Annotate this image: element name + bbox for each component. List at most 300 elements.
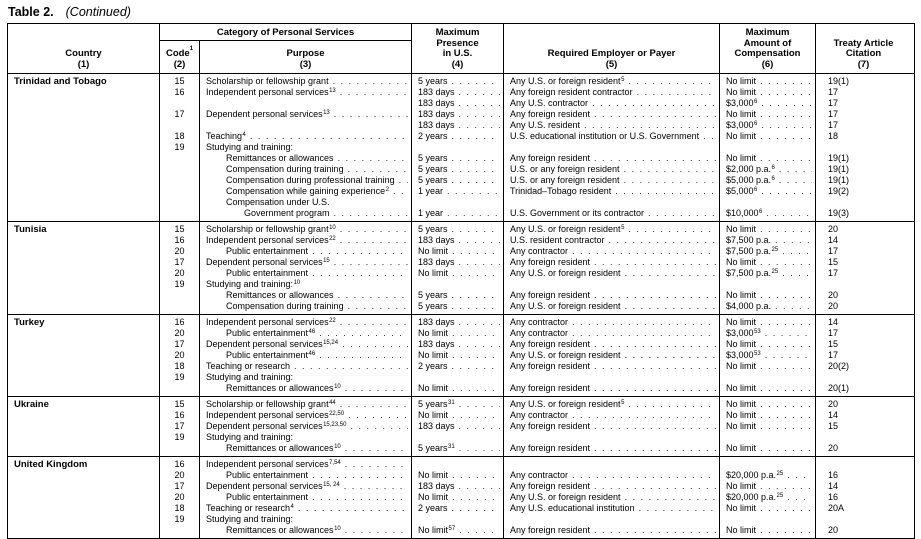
employer-cell: Any U.S. educational institution . . .: [504, 503, 719, 514]
citation-cell: 15: [828, 421, 839, 431]
code-cell: 17: [174, 421, 185, 431]
employer-cell: Any foreign resident . . .: [504, 443, 719, 454]
dot-leader: [760, 290, 812, 301]
dot-leader: [334, 257, 408, 268]
presence-cell: No limit . . .: [412, 246, 503, 257]
purpose-cell: Remittances or allowances $^{10}$ . . .: [200, 443, 411, 454]
citation-cell: 19(1): [828, 164, 850, 174]
employer-cell: U.S. or any foreign resident . . .: [504, 164, 719, 175]
country-name: Trinidad and Tobago: [14, 76, 107, 87]
employer-cell: Any foreign resident . . .: [504, 481, 719, 492]
dot-leader: [459, 317, 500, 328]
citation-cell: 19(1): [828, 175, 850, 185]
dot-leader: [294, 361, 408, 372]
purpose-column: [200, 457, 412, 538]
country-column: [8, 222, 160, 314]
dot-leader: [459, 399, 500, 410]
citation-cell: [816, 372, 911, 383]
dot-leader: [584, 120, 716, 131]
dot-leader: [452, 383, 500, 394]
amount-cell: No limit . . .: [720, 317, 815, 328]
code-column: [160, 397, 200, 456]
header-citation: Treaty Article Citation (7): [833, 37, 894, 70]
employer-cell: Any contractor . . .: [504, 317, 719, 328]
dot-leader: [348, 164, 408, 175]
dot-leader: [594, 361, 716, 372]
employer-cell: Any U.S. or foreign resident $^5$ . . .: [504, 399, 719, 410]
code-cell: 16: [174, 459, 185, 469]
dot-leader: [760, 109, 812, 120]
amount-cell: $20,000 p.a. $^{25}$ . . .: [720, 492, 815, 503]
presence-cell: 183 days . . .: [412, 120, 503, 131]
dot-leader: [765, 328, 812, 339]
code-cell: [160, 153, 199, 164]
amount-cell: $10,000 $^6$ . . .: [720, 208, 815, 219]
dot-leader: [615, 186, 716, 197]
dot-leader: [594, 109, 716, 120]
amount-cell: No limit . . .: [720, 224, 815, 235]
dot-leader: [459, 109, 500, 120]
citation-cell: 20: [828, 290, 839, 300]
purpose-cell: Public entertainment . . .: [200, 470, 411, 481]
country-name: United Kingdom: [14, 459, 88, 470]
employer-cell: [504, 279, 719, 290]
amount-footnote: 6: [754, 99, 758, 105]
dot-leader: [787, 492, 812, 503]
dot-leader: [340, 399, 408, 410]
header-presence: Maximum Presence in U.S. (4): [412, 24, 504, 73]
presence-column: [412, 74, 504, 221]
presence-cell: 5 years . . .: [412, 301, 503, 312]
amount-footnote: 6: [771, 176, 775, 182]
amount-cell: $20,000 p.a. $^{25}$ . . .: [720, 470, 815, 481]
dot-leader: [761, 98, 812, 109]
header-code-footnote: 1: [189, 45, 194, 52]
code-column: [160, 222, 200, 314]
dot-leader: [452, 268, 500, 279]
citation-cell: 14: [828, 235, 839, 245]
citation-cell: 19(2): [828, 186, 850, 196]
citation-cell: 20A: [828, 503, 845, 513]
dot-leader: [459, 443, 500, 454]
amount-cell: [720, 279, 815, 290]
code-cell: 20: [174, 268, 185, 278]
citation-cell: 14: [828, 481, 839, 491]
presence-cell: 183 days . . .: [412, 257, 503, 268]
amount-cell: No limit . . .: [720, 410, 815, 421]
country-section: [8, 457, 914, 538]
code-cell: 20: [174, 470, 185, 480]
code-cell: 20: [174, 246, 185, 256]
purpose-cell: Remittances or allowances . . .: [200, 290, 411, 301]
dot-leader: [765, 350, 812, 361]
dot-leader: [459, 339, 500, 350]
purpose-footnote: 15,23,50: [323, 422, 347, 428]
presence-cell: [412, 279, 503, 290]
amount-column: [720, 222, 816, 314]
code-cell: 17: [174, 481, 185, 491]
presence-cell: 5 years . . .: [412, 224, 503, 235]
purpose-cell: Scholarship or fellowship grant . . .: [200, 76, 411, 87]
amount-cell: $3,000 $^6$ . . .: [720, 98, 815, 109]
citation-column: [816, 457, 911, 538]
dot-leader: [594, 421, 716, 432]
purpose-cell: Public entertainment $^{46}$ . . .: [200, 328, 411, 339]
purpose-cell: Government program . . .: [200, 208, 411, 219]
code-cell: 18: [174, 131, 185, 141]
purpose-footnote: 15, 24: [323, 482, 340, 488]
presence-cell: No limit . . .: [412, 350, 503, 361]
amount-cell: No limit . . .: [720, 131, 815, 142]
dot-leader: [572, 246, 716, 257]
presence-cell: [412, 514, 503, 525]
purpose-cell: Remittances or allowances . . .: [200, 153, 411, 164]
code-cell: [160, 208, 199, 219]
amount-cell: No limit . . .: [720, 339, 815, 350]
dot-leader: [594, 481, 716, 492]
dot-leader: [344, 481, 408, 492]
code-cell: [160, 443, 199, 454]
purpose-cell: Public entertainment . . .: [200, 268, 411, 279]
code-cell: [160, 197, 199, 208]
code-cell: 16: [174, 410, 185, 420]
amount-cell: $2,000 p.a. $^6$ . . .: [720, 164, 815, 175]
dot-leader: [594, 525, 716, 536]
purpose-cell: Scholarship or fellowship grant $^{44}$ . . .: [200, 399, 411, 410]
employer-cell: Any contractor . . .: [504, 470, 719, 481]
amount-cell: $7,500 p.a. $^{25}$ . . .: [720, 268, 815, 279]
purpose-footnote: 13: [329, 88, 336, 94]
dot-leader: [760, 481, 812, 492]
dot-leader: [760, 361, 812, 372]
purpose-footnote: 10: [334, 384, 341, 390]
table-number: Table 2.: [8, 5, 54, 19]
dot-leader: [760, 131, 812, 142]
dot-leader: [628, 399, 716, 410]
dot-leader: [452, 470, 500, 481]
header-amount-num: (6): [761, 58, 774, 70]
presence-cell: 183 days . . .: [412, 481, 503, 492]
dot-leader: [338, 290, 408, 301]
presence-column: [412, 315, 504, 396]
employer-column: [504, 315, 720, 396]
amount-cell: No limit . . .: [720, 383, 815, 394]
code-cell: 18: [174, 361, 185, 371]
dot-leader: [760, 421, 812, 432]
dot-leader: [625, 350, 716, 361]
employer-cell: Any foreign resident . . .: [504, 383, 719, 394]
dot-leader: [761, 186, 812, 197]
page-title: [8, 5, 921, 19]
purpose-cell: Public entertainment $^{46}$ . . .: [200, 350, 411, 361]
purpose-cell: Dependent personal services $^{13}$ . . .: [200, 109, 411, 120]
amount-cell: No limit . . .: [720, 76, 815, 87]
employer-cell: Any foreign resident . . .: [504, 109, 719, 120]
code-cell: [160, 525, 199, 536]
dot-leader: [779, 175, 812, 186]
code-cell: [160, 290, 199, 301]
presence-cell: 5 years . . .: [412, 153, 503, 164]
presence-cell: No limit . . .: [412, 470, 503, 481]
amount-footnote: 53: [754, 329, 761, 335]
citation-cell: [816, 279, 911, 290]
presence-cell: 5 years $^{31}$ . . .: [412, 443, 503, 454]
purpose-cell: Independent personal services $^{7,54}$ . . .: [200, 459, 411, 470]
code-cell: 20: [174, 328, 185, 338]
employer-cell: [504, 459, 719, 470]
citation-cell: 20: [828, 525, 839, 535]
code-cell: [160, 175, 199, 186]
dot-leader: [459, 98, 500, 109]
purpose-footnote: 13: [323, 110, 330, 116]
presence-cell: 183 days . . .: [412, 339, 503, 350]
header-code: [160, 41, 200, 73]
presence-footnote: 31: [448, 400, 455, 406]
dot-leader: [572, 470, 716, 481]
dot-leader: [572, 410, 716, 421]
presence-cell: 183 days . . .: [412, 87, 503, 98]
dot-leader: [345, 459, 408, 470]
dot-leader: [459, 235, 500, 246]
dot-leader: [775, 235, 812, 246]
code-cell: [160, 301, 199, 312]
citation-cell: 20: [828, 399, 839, 409]
code-cell: 19: [174, 142, 185, 152]
code-column: [160, 315, 200, 396]
purpose-footnote: 2: [385, 187, 389, 193]
employer-cell: U.S. or any foreign resident . . .: [504, 175, 719, 186]
header-category-sub: [160, 41, 411, 73]
citation-cell: 17: [828, 87, 839, 97]
citation-cell: 20(2): [828, 361, 850, 371]
purpose-footnote: 22,50: [329, 411, 345, 417]
employer-cell: U.S. educational institution or U.S. Government . . .: [504, 131, 719, 142]
code-cell: 20: [174, 350, 185, 360]
employer-cell: Any contractor . . .: [504, 246, 719, 257]
code-cell: 15: [174, 76, 185, 86]
dot-leader: [594, 383, 716, 394]
employer-cell: [504, 372, 719, 383]
code-cell: [160, 164, 199, 175]
amount-cell: No limit . . .: [720, 153, 815, 164]
dot-leader: [312, 246, 408, 257]
dot-leader: [340, 87, 408, 98]
amount-cell: No limit . . .: [720, 290, 815, 301]
amount-cell: $3,000 $^{53}$ . . .: [720, 328, 815, 339]
purpose-cell: Remittances or allowances $^{10}$ . . .: [200, 525, 411, 536]
dot-leader: [592, 98, 716, 109]
purpose-cell: Remittances or allowances $^{10}$ . . .: [200, 383, 411, 394]
dot-leader: [452, 175, 500, 186]
dot-leader: [760, 383, 812, 394]
purpose-footnote: 22: [329, 236, 336, 242]
purpose-cell: Dependent personal services $^{15}$ . . .: [200, 257, 411, 268]
citation-column: [816, 397, 911, 456]
treaty-table: [7, 23, 915, 539]
purpose-footnote: 15: [323, 258, 330, 264]
dot-leader: [447, 208, 500, 219]
citation-cell: 19(1): [828, 76, 850, 86]
employer-column: [504, 397, 720, 456]
citation-cell: 15: [828, 339, 839, 349]
citation-cell: 20: [828, 301, 839, 311]
dot-leader: [760, 503, 812, 514]
dot-leader: [393, 186, 408, 197]
presence-cell: 2 years . . .: [412, 361, 503, 372]
presence-cell: [412, 142, 503, 153]
employer-cell: Trinidad–Tobago resident . . .: [504, 186, 719, 197]
dot-leader: [333, 76, 408, 87]
country-section: [8, 222, 914, 315]
country-name: Turkey: [14, 317, 45, 328]
amount-cell: No limit . . .: [720, 525, 815, 536]
dot-leader: [594, 290, 716, 301]
amount-cell: $5,000 p.a. $^6$ . . .: [720, 175, 815, 186]
dot-leader: [319, 350, 408, 361]
presence-cell: No limit $^{57}$ . . .: [412, 525, 503, 536]
presence-cell: No limit . . .: [412, 410, 503, 421]
employer-cell: Any foreign resident . . .: [504, 339, 719, 350]
presence-cell: 183 days . . .: [412, 109, 503, 120]
header-employer-label: Required Employer or Payer: [547, 48, 676, 59]
employer-cell: [504, 142, 719, 153]
citation-column: [816, 315, 911, 396]
code-cell: 16: [174, 235, 185, 245]
purpose-cell: Studying and training:: [206, 514, 294, 524]
dot-leader: [345, 383, 408, 394]
dot-leader: [760, 257, 812, 268]
dot-leader: [624, 164, 716, 175]
country-section: [8, 315, 914, 397]
dot-leader: [648, 208, 716, 219]
presence-cell: No limit . . .: [412, 268, 503, 279]
citation-cell: [816, 142, 911, 153]
purpose-column: [200, 397, 412, 456]
code-cell: 17: [174, 109, 185, 119]
dot-leader: [628, 224, 716, 235]
code-cell: 18: [174, 503, 185, 513]
dot-leader: [452, 224, 500, 235]
dot-leader: [319, 328, 408, 339]
amount-column: [720, 457, 816, 538]
amount-footnote: 25: [771, 269, 779, 275]
presence-cell: [412, 459, 503, 470]
amount-cell: [720, 432, 815, 443]
employer-cell: U.S. Government or its contractor . . .: [504, 208, 719, 219]
dot-leader: [761, 120, 812, 131]
amount-cell: No limit . . .: [720, 257, 815, 268]
dot-leader: [459, 87, 500, 98]
citation-cell: 17: [828, 109, 839, 119]
dot-leader: [609, 235, 716, 246]
presence-footnote: 31: [448, 444, 455, 450]
purpose-footnote: 44: [329, 400, 336, 406]
presence-cell: No limit . . .: [412, 328, 503, 339]
dot-leader: [345, 443, 408, 454]
dot-leader: [594, 339, 716, 350]
dot-leader: [312, 268, 408, 279]
employer-column: [504, 74, 720, 221]
presence-cell: No limit . . .: [412, 383, 503, 394]
dot-leader: [760, 224, 812, 235]
employer-cell: Any foreign resident . . .: [504, 421, 719, 432]
dot-leader: [338, 153, 408, 164]
code-cell: [160, 120, 199, 131]
purpose-footnote: 4: [242, 132, 246, 138]
amount-cell: $4,000 p.a. . . .: [720, 301, 815, 312]
dot-leader: [452, 410, 500, 421]
dot-leader: [572, 328, 716, 339]
citation-cell: 17: [828, 328, 839, 338]
header-category-group: [160, 24, 412, 73]
presence-cell: 5 years $^{31}$ . . .: [412, 399, 503, 410]
presence-cell: [412, 197, 503, 208]
table-body: [8, 74, 914, 538]
presence-cell: 1 year . . .: [412, 208, 503, 219]
amount-cell: No limit . . .: [720, 443, 815, 454]
citation-column: [816, 74, 911, 221]
citation-cell: 14: [828, 317, 839, 327]
country-column: [8, 457, 160, 538]
dot-leader: [345, 525, 408, 536]
dot-leader: [452, 492, 500, 503]
amount-cell: [720, 372, 815, 383]
dot-leader: [637, 87, 716, 98]
citation-cell: [816, 432, 911, 443]
presence-cell: 2 years . . .: [412, 131, 503, 142]
citation-cell: [816, 514, 911, 525]
citation-cell: 15: [828, 257, 839, 267]
employer-footnote: 5: [621, 400, 625, 406]
dot-leader: [624, 175, 716, 186]
employer-cell: [504, 432, 719, 443]
employer-cell: Any U.S. or foreign resident . . .: [504, 268, 719, 279]
amount-cell: No limit . . .: [720, 109, 815, 120]
dot-leader: [775, 301, 812, 312]
dot-leader: [334, 109, 408, 120]
employer-cell: Any U.S. contractor . . .: [504, 98, 719, 109]
purpose-cell: Public entertainment . . .: [200, 492, 411, 503]
employer-cell: Any U.S. or foreign resident . . .: [504, 301, 719, 312]
presence-cell: 183 days . . .: [412, 317, 503, 328]
header-category: Category of Personal Services: [160, 24, 411, 41]
amount-column: [720, 315, 816, 396]
dot-leader: [760, 443, 812, 454]
employer-cell: [504, 514, 719, 525]
header-code-label: Code: [165, 48, 190, 59]
dot-leader: [250, 131, 408, 142]
code-cell: 16: [174, 87, 185, 97]
presence-cell: [412, 432, 503, 443]
code-cell: 15: [174, 399, 185, 409]
presence-cell: 2 years . . .: [412, 503, 503, 514]
country-column: [8, 74, 160, 221]
dot-leader: [459, 257, 500, 268]
code-cell: [160, 98, 199, 109]
code-cell: 16: [174, 317, 185, 327]
citation-cell: 17: [828, 98, 839, 108]
code-cell: [160, 186, 199, 197]
purpose-footnote: 10: [334, 526, 341, 532]
purpose-column: [200, 74, 412, 221]
country-name: Ukraine: [14, 399, 49, 410]
citation-column: [816, 222, 911, 314]
header-amount: Maximum Amount of Compensation (6): [720, 24, 816, 73]
dot-leader: [760, 317, 812, 328]
dot-leader: [625, 492, 716, 503]
purpose-cell: Dependent personal services $^{15, 24}$ . . .: [200, 481, 411, 492]
dot-leader: [628, 76, 716, 87]
